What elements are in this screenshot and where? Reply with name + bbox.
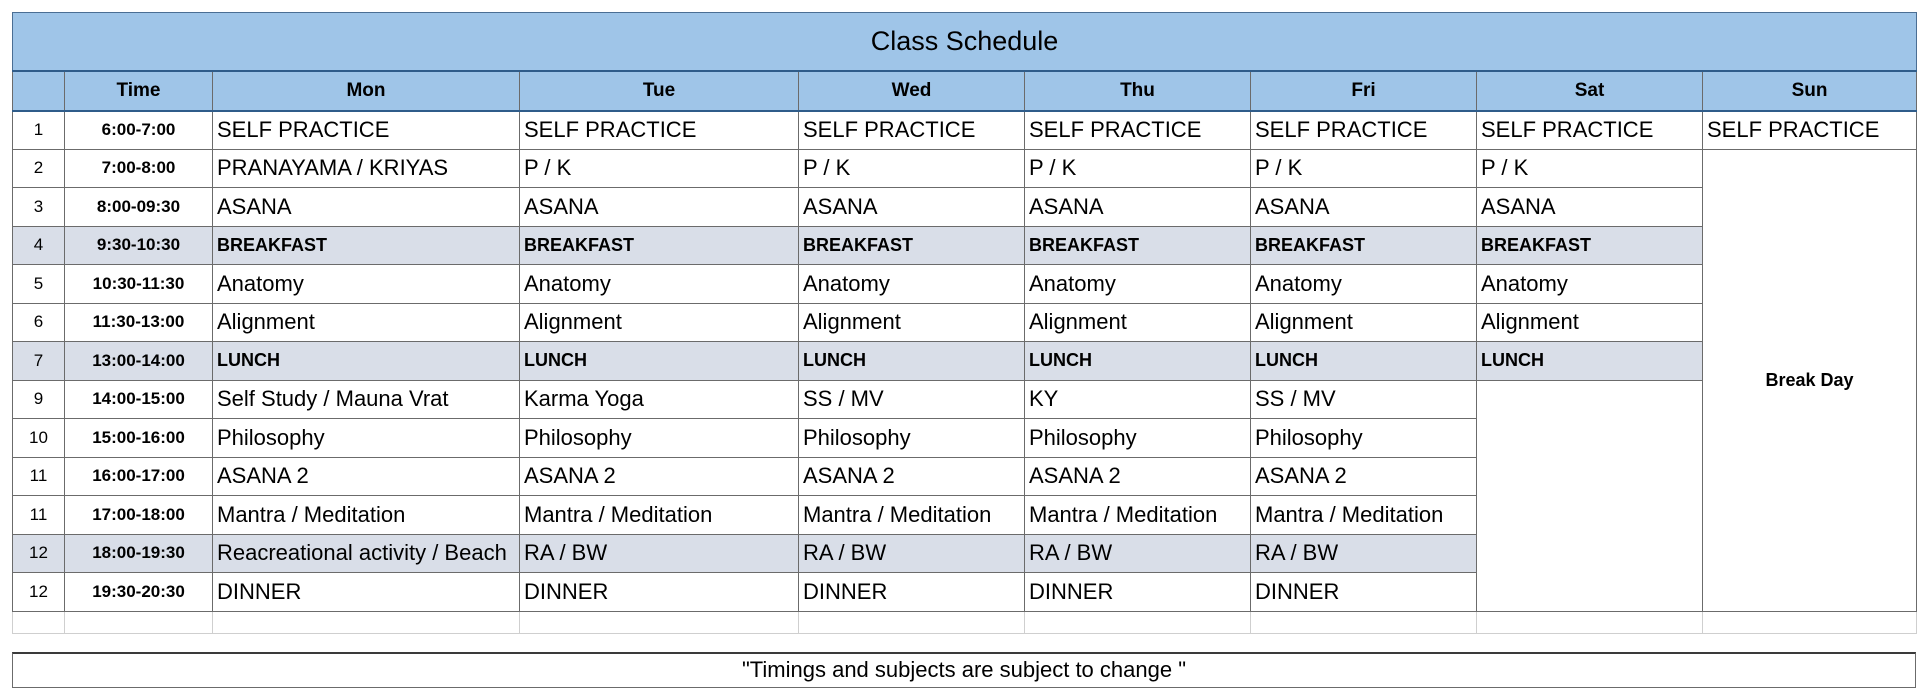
cell-wed: LUNCH	[799, 342, 1025, 381]
time-cell: 14:00-15:00	[65, 380, 213, 419]
header-tue: Tue	[520, 71, 799, 111]
cell-tue: SELF PRACTICE	[520, 111, 799, 150]
cell-tue: BREAKFAST	[520, 226, 799, 265]
row-number: 11	[13, 496, 65, 535]
header-sun: Sun	[1703, 71, 1917, 111]
spacer-row	[13, 611, 1917, 633]
cell-tue: LUNCH	[520, 342, 799, 381]
cell-wed: DINNER	[799, 573, 1025, 612]
time-cell: 6:00-7:00	[65, 111, 213, 150]
cell-fri: Alignment	[1251, 303, 1477, 342]
cell-mon: Self Study / Mauna Vrat	[213, 380, 520, 419]
cell-wed: ASANA	[799, 188, 1025, 227]
table-row	[13, 111, 1917, 150]
table-row	[13, 380, 1917, 419]
cell-mon: ASANA	[213, 188, 520, 227]
cell-tue: P / K	[520, 149, 799, 188]
table-row	[13, 265, 1917, 304]
cell-thu: ASANA 2	[1025, 457, 1251, 496]
empty-cell	[1025, 611, 1251, 633]
header-wed: Wed	[799, 71, 1025, 111]
cell-wed: Mantra / Meditation	[799, 496, 1025, 535]
time-cell: 18:00-19:30	[65, 534, 213, 573]
cell-thu: Mantra / Meditation	[1025, 496, 1251, 535]
cell-mon: Mantra / Meditation	[213, 496, 520, 535]
schedule-sheet	[12, 12, 1916, 634]
cell-sat-empty	[1477, 380, 1703, 611]
cell-sat: SELF PRACTICE	[1477, 111, 1703, 150]
cell-wed: SS / MV	[799, 380, 1025, 419]
cell-fri: LUNCH	[1251, 342, 1477, 381]
cell-wed: Philosophy	[799, 419, 1025, 458]
empty-cell	[213, 611, 520, 633]
cell-thu: BREAKFAST	[1025, 226, 1251, 265]
header-mon: Mon	[213, 71, 520, 111]
empty-cell	[1251, 611, 1477, 633]
cell-fri: DINNER	[1251, 573, 1477, 612]
empty-cell	[13, 611, 65, 633]
empty-cell	[1703, 611, 1917, 633]
cell-sat: Alignment	[1477, 303, 1703, 342]
cell-thu: Philosophy	[1025, 419, 1251, 458]
header-row	[13, 71, 1917, 111]
cell-mon: Philosophy	[213, 419, 520, 458]
cell-thu: ASANA	[1025, 188, 1251, 227]
sunday-break-day: Break Day	[1703, 149, 1917, 611]
schedule-table	[12, 12, 1917, 634]
cell-fri: Mantra / Meditation	[1251, 496, 1477, 535]
cell-wed: RA / BW	[799, 534, 1025, 573]
cell-tue: DINNER	[520, 573, 799, 612]
header-time: Time	[65, 71, 213, 111]
time-cell: 11:30-13:00	[65, 303, 213, 342]
row-number: 4	[13, 226, 65, 265]
row-number: 1	[13, 111, 65, 150]
table-row	[13, 188, 1917, 227]
row-number: 2	[13, 149, 65, 188]
cell-tue: ASANA	[520, 188, 799, 227]
time-cell: 16:00-17:00	[65, 457, 213, 496]
row-number: 12	[13, 573, 65, 612]
cell-fri: ASANA	[1251, 188, 1477, 227]
time-cell: 7:00-8:00	[65, 149, 213, 188]
cell-wed: Anatomy	[799, 265, 1025, 304]
row-number: 10	[13, 419, 65, 458]
cell-wed: Alignment	[799, 303, 1025, 342]
cell-tue: ASANA 2	[520, 457, 799, 496]
cell-thu: Alignment	[1025, 303, 1251, 342]
cell-sat: BREAKFAST	[1477, 226, 1703, 265]
cell-mon: Anatomy	[213, 265, 520, 304]
row-number: 6	[13, 303, 65, 342]
time-cell: 15:00-16:00	[65, 419, 213, 458]
cell-tue: Philosophy	[520, 419, 799, 458]
empty-cell	[520, 611, 799, 633]
cell-thu: SELF PRACTICE	[1025, 111, 1251, 150]
cell-mon: BREAKFAST	[213, 226, 520, 265]
cell-sat: ASANA	[1477, 188, 1703, 227]
table-row	[13, 226, 1917, 265]
cell-fri: P / K	[1251, 149, 1477, 188]
cell-tue: RA / BW	[520, 534, 799, 573]
row-number: 5	[13, 265, 65, 304]
time-cell: 9:30-10:30	[65, 226, 213, 265]
cell-mon: DINNER	[213, 573, 520, 612]
cell-thu: DINNER	[1025, 573, 1251, 612]
time-cell: 10:30-11:30	[65, 265, 213, 304]
row-number: 12	[13, 534, 65, 573]
cell-tue: Alignment	[520, 303, 799, 342]
cell-mon: Reacreational activity / Beach	[213, 534, 520, 573]
cell-sat: Anatomy	[1477, 265, 1703, 304]
cell-fri: Anatomy	[1251, 265, 1477, 304]
cell-mon: ASANA 2	[213, 457, 520, 496]
cell-fri: ASANA 2	[1251, 457, 1477, 496]
cell-wed: P / K	[799, 149, 1025, 188]
row-number: 7	[13, 342, 65, 381]
cell-fri: SS / MV	[1251, 380, 1477, 419]
cell-fri: RA / BW	[1251, 534, 1477, 573]
cell-wed: ASANA 2	[799, 457, 1025, 496]
time-cell: 8:00-09:30	[65, 188, 213, 227]
cell-mon: PRANAYAMA / KRIYAS	[213, 149, 520, 188]
time-cell: 17:00-18:00	[65, 496, 213, 535]
cell-wed: BREAKFAST	[799, 226, 1025, 265]
empty-cell	[799, 611, 1025, 633]
header-thu: Thu	[1025, 71, 1251, 111]
row-number: 9	[13, 380, 65, 419]
time-cell: 19:30-20:30	[65, 573, 213, 612]
header-row-number	[13, 71, 65, 111]
cell-sun: SELF PRACTICE	[1703, 111, 1917, 150]
cell-thu: KY	[1025, 380, 1251, 419]
table-title: Class Schedule	[13, 13, 1917, 71]
footnote: "Timings and subjects are subject to change "	[12, 652, 1916, 688]
cell-fri: SELF PRACTICE	[1251, 111, 1477, 150]
cell-tue: Mantra / Meditation	[520, 496, 799, 535]
cell-tue: Karma Yoga	[520, 380, 799, 419]
cell-thu: P / K	[1025, 149, 1251, 188]
cell-thu: RA / BW	[1025, 534, 1251, 573]
cell-thu: Anatomy	[1025, 265, 1251, 304]
cell-mon: Alignment	[213, 303, 520, 342]
cell-mon: SELF PRACTICE	[213, 111, 520, 150]
cell-sat: P / K	[1477, 149, 1703, 188]
table-row	[13, 303, 1917, 342]
cell-tue: Anatomy	[520, 265, 799, 304]
cell-fri: Philosophy	[1251, 419, 1477, 458]
header-fri: Fri	[1251, 71, 1477, 111]
table-row	[13, 149, 1917, 188]
cell-thu: LUNCH	[1025, 342, 1251, 381]
cell-wed: SELF PRACTICE	[799, 111, 1025, 150]
table-row	[13, 342, 1917, 381]
time-cell: 13:00-14:00	[65, 342, 213, 381]
row-number: 11	[13, 457, 65, 496]
cell-mon: LUNCH	[213, 342, 520, 381]
row-number: 3	[13, 188, 65, 227]
header-sat: Sat	[1477, 71, 1703, 111]
empty-cell	[1477, 611, 1703, 633]
cell-sat: LUNCH	[1477, 342, 1703, 381]
cell-fri: BREAKFAST	[1251, 226, 1477, 265]
empty-cell	[65, 611, 213, 633]
